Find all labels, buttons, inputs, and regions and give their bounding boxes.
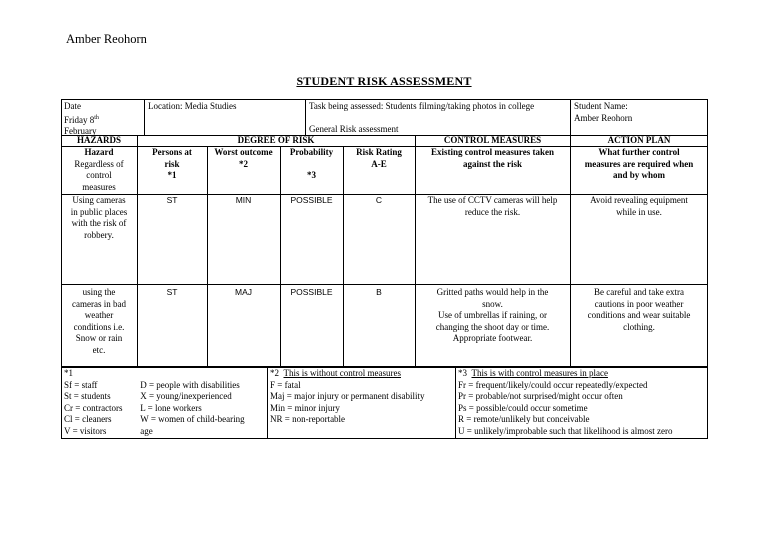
header-risk-rating: Risk Rating A-E: [356, 147, 402, 169]
key-probability: *3 This is with control measures in place Fr = frequent/likely/could occur repeatedly/expected Pr = probable/not surprised/might occur often Ps = possible/could occur sometime R = remote/unlikely but conceivable U = unlikely/improbable such that likelihood is almost zero: [458, 368, 707, 437]
table-row-1-rating: C: [375, 195, 383, 205]
header-persons-at-risk: Persons at risk *1: [152, 147, 192, 180]
table-row-2-rating: B: [376, 287, 382, 297]
table-row-2-existing: Gritted paths would help in the snow. Use of umbrellas if raining, or changing the shoot day or time. Appropriate footwear.: [435, 287, 550, 343]
table-row-2-action: Be careful and take extra cautions in poor weather conditions and wear suitable clothing.: [587, 287, 691, 332]
key-outcome: *2 This is without control measures F = fatal Maj = major injury or permanent disability Min = minor injury NR = non-reportable: [270, 368, 454, 426]
key-outcome-heading: *2 This is without control measures: [270, 368, 401, 378]
table-row-2-worst: MAJ: [235, 287, 252, 297]
rule-v-info-1: [144, 99, 145, 135]
student-name: Amber Reohorn: [574, 112, 633, 123]
header-probability: Probability *3: [289, 147, 334, 180]
rule-v-key-1: [267, 366, 268, 439]
section-action-plan: ACTION PLAN: [607, 135, 671, 145]
table-row-1-hazard: Using cameras in public places with the risk of robbery.: [70, 195, 128, 240]
section-control-measures: CONTROL MEASURES: [443, 135, 542, 145]
table-row-1-persons: ST: [166, 195, 178, 205]
key-persons-heading: *1: [64, 368, 73, 378]
key-probability-heading: *3 This is with control measures in place: [458, 368, 608, 378]
section-hazards: HAZARDS: [76, 135, 121, 145]
date-day: Friday 8th: [64, 114, 99, 125]
rule-v-col-2: [207, 146, 208, 366]
general-assessment-label: General Risk assessment: [309, 124, 399, 134]
header-worst-outcome: Worst outcome *2: [214, 147, 273, 169]
section-degree-of-risk: DEGREE OF RISK: [237, 135, 315, 145]
author-name: Amber Reohorn: [66, 32, 147, 46]
table-row-2-hazard: using the cameras in bad weather conditions i.e. Snow or rain etc.: [72, 287, 126, 355]
table-row-1-probability: POSSIBLE: [290, 195, 333, 205]
location-cell: Location: Media Studies: [148, 101, 237, 111]
table-row-2-probability: POSSIBLE: [290, 287, 333, 297]
key-persons: *1 Sf = staff St = students Cr = contractors Cl = cleaners V = visitors D = people with disabilities X = young/inexperienced L = lone workers W = women of child-bearing age: [64, 368, 264, 437]
rule-v-col-4: [343, 146, 344, 366]
rule-v-key-2: [455, 366, 456, 439]
date-cell: [64, 101, 142, 138]
date-label: Date: [64, 101, 81, 111]
table-row-1-existing: The use of CCTV cameras will help reduce the risk.: [427, 195, 558, 217]
rule-v-info-2: [305, 99, 306, 135]
task-cell: Task being assessed: Students filming/taking photos in college: [309, 101, 535, 111]
table-row-1-action: Avoid revealing equipment while in use.: [590, 195, 688, 217]
table-row-1-worst: MIN: [235, 195, 252, 205]
page-title: STUDENT RISK ASSESSMENT: [296, 74, 472, 88]
student-label: Student Name:: [574, 101, 628, 111]
table-row-2-persons: ST: [166, 287, 178, 297]
date-month: February: [64, 126, 97, 136]
header-existing-controls: Existing control measures taken against the risk: [431, 147, 554, 169]
student-cell: [574, 101, 704, 124]
header-further-controls: What further control measures are required when and by whom: [584, 147, 694, 180]
rule-row1-bottom: [61, 284, 708, 285]
header-hazard: Hazard Regardless of control measures: [74, 147, 124, 192]
